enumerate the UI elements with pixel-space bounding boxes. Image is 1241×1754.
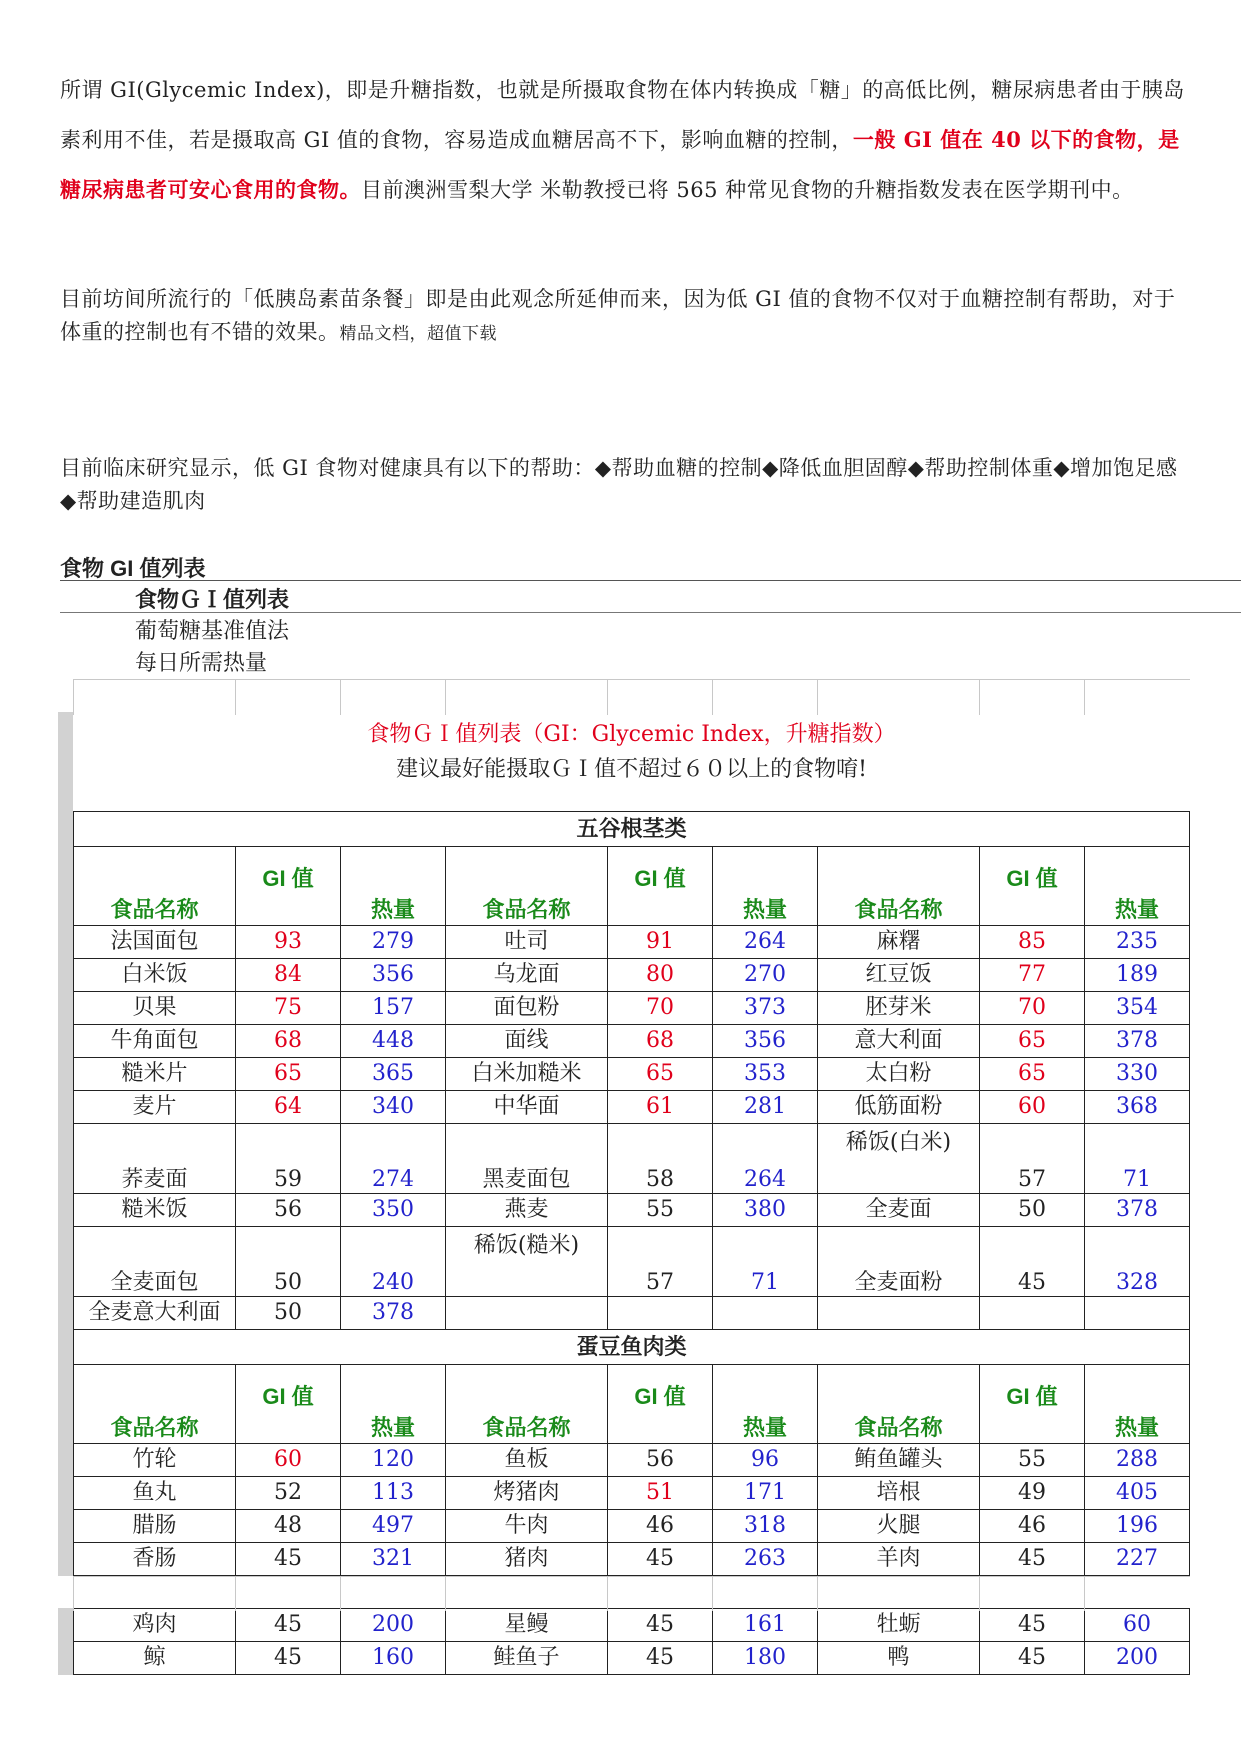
food-name-cell: 低筋面粉: [818, 1091, 980, 1124]
kcal-value-cell: 353: [713, 1058, 818, 1091]
table-row: [74, 1444, 1190, 1477]
kcal-value-cell: 263: [713, 1543, 818, 1576]
column-header-name: 食品名称: [74, 1365, 236, 1444]
kcal-value-cell: 157: [341, 992, 446, 1025]
table-row: [74, 992, 1190, 1025]
gi-value-cell: 49: [980, 1477, 1085, 1510]
food-name-cell: 燕麦: [446, 1194, 608, 1227]
empty-cell: [608, 680, 713, 716]
gi-value-cell: 52: [236, 1477, 341, 1510]
empty-cell: [1085, 680, 1190, 716]
food-name-cell: 腊肠: [74, 1510, 236, 1543]
kcal-value-cell: 330: [1085, 1058, 1190, 1091]
column-header-name: 食品名称: [446, 847, 608, 926]
food-name-cell: 法国面包: [74, 926, 236, 959]
kcal-value-cell: 120: [341, 1444, 446, 1477]
spreadsheet-header-block: [73, 679, 1190, 785]
gi-value-cell: 57: [980, 1124, 1085, 1194]
gi-value-cell: 46: [608, 1510, 713, 1543]
food-name-cell: 鸡肉: [74, 1609, 236, 1642]
table-row: [74, 926, 1190, 959]
table-row: [74, 1025, 1190, 1058]
kcal-value-cell: 448: [341, 1025, 446, 1058]
empty-cell: [818, 680, 980, 716]
kcal-value-cell: 161: [713, 1609, 818, 1642]
gi-value-cell: 61: [608, 1091, 713, 1124]
column-header-kcal: 热量: [713, 847, 818, 926]
empty-cell: [980, 1577, 1085, 1612]
food-name-cell: 鱼丸: [74, 1477, 236, 1510]
empty-cell: [980, 680, 1085, 716]
gi-value-cell: 77: [980, 959, 1085, 992]
food-name-cell: 白米加糙米: [446, 1058, 608, 1091]
kcal-value-cell: 354: [1085, 992, 1190, 1025]
kcal-value-cell: 321: [341, 1543, 446, 1576]
column-header-name: 食品名称: [818, 1365, 980, 1444]
table-row: [74, 1058, 1190, 1091]
food-name-cell: 火腿: [818, 1510, 980, 1543]
kcal-value-cell: 365: [341, 1058, 446, 1091]
food-name-cell: 乌龙面: [446, 959, 608, 992]
empty-cell: [341, 680, 446, 716]
gi-value-cell: 50: [980, 1194, 1085, 1227]
section-title: 五谷根茎类: [74, 812, 1190, 847]
section-title: 蛋豆鱼肉类: [74, 1330, 1190, 1365]
column-header-name: 食品名称: [818, 847, 980, 926]
gi-value-cell: 93: [236, 926, 341, 959]
gi-value-cell: 58: [608, 1124, 713, 1194]
empty-cell: [713, 1577, 818, 1612]
gi-value-cell: 45: [608, 1642, 713, 1675]
kcal-value-cell: 60: [1085, 1609, 1190, 1642]
kcal-value-cell: 113: [341, 1477, 446, 1510]
empty-cell: [608, 1577, 713, 1612]
gi-value-cell: 45: [980, 1227, 1085, 1297]
gi-value-cell: 45: [608, 1609, 713, 1642]
divider: [60, 580, 1241, 581]
food-name-cell: 稀饭(糙米): [446, 1227, 608, 1297]
kcal-value-cell: 279: [341, 926, 446, 959]
kcal-value-cell: 288: [1085, 1444, 1190, 1477]
food-name-cell: 全麦意大利面: [74, 1297, 236, 1330]
food-name-cell: 竹轮: [74, 1444, 236, 1477]
table-row: [74, 1477, 1190, 1510]
table-row: [74, 1543, 1190, 1576]
empty-cell: [236, 1577, 341, 1612]
row-header-bar: [58, 712, 73, 1576]
gi-value-cell: 48: [236, 1510, 341, 1543]
kcal-value-cell: 281: [713, 1091, 818, 1124]
table-row: [74, 1124, 1190, 1194]
kcal-value-cell: 497: [341, 1510, 446, 1543]
kcal-value-cell: 368: [1085, 1091, 1190, 1124]
kcal-value-cell: 378: [341, 1297, 446, 1330]
column-header-kcal: 热量: [341, 847, 446, 926]
kcal-value-cell: 160: [341, 1642, 446, 1675]
kcal-value-cell: 264: [713, 1124, 818, 1194]
gi-value-cell: 65: [980, 1025, 1085, 1058]
food-name-cell: 贝果: [74, 992, 236, 1025]
kcal-value-cell: 196: [1085, 1510, 1190, 1543]
food-name-cell: 吐司: [446, 926, 608, 959]
gi-value-cell: 60: [236, 1444, 341, 1477]
gi-value-cell: 56: [236, 1194, 341, 1227]
food-name-cell: 稀饭(白米): [818, 1124, 980, 1194]
food-name-cell: 鲔鱼罐头: [818, 1444, 980, 1477]
kcal-value-cell: 356: [713, 1025, 818, 1058]
empty-cell: [713, 680, 818, 716]
food-name-cell: 麻糬: [818, 926, 980, 959]
food-name-cell: [446, 1297, 608, 1330]
food-name-cell: 太白粉: [818, 1058, 980, 1091]
kcal-value-cell: 350: [341, 1194, 446, 1227]
gi-value-cell: 65: [980, 1058, 1085, 1091]
food-name-cell: 面线: [446, 1025, 608, 1058]
watermark-text: 精品文档，超值下载: [339, 324, 497, 344]
gi-table-continued: [73, 1608, 1190, 1675]
highlight-text: 一般 GI 值在 40 以下的食物，是糖尿病患者可安心食用的食物。: [60, 127, 1180, 202]
gi-value-cell: 70: [608, 992, 713, 1025]
food-name-cell: 糙米饭: [74, 1194, 236, 1227]
gi-value-cell: 59: [236, 1124, 341, 1194]
gi-value-cell: 60: [980, 1091, 1085, 1124]
gi-value-cell: 46: [980, 1510, 1085, 1543]
column-header-kcal: 热量: [1085, 1365, 1190, 1444]
food-name-cell: 鸭: [818, 1642, 980, 1675]
gi-value-cell: 65: [608, 1058, 713, 1091]
section-title-row: [74, 812, 1190, 847]
gi-value-cell: 75: [236, 992, 341, 1025]
intro-text: 目前坊间所流行的「低胰岛素苗条餐」即是由此观念所延伸而来，因为低 GI 值的食物不仅对于血糖控制有帮助，对于体重的控制也有不错的效果。: [60, 287, 1176, 344]
kcal-value-cell: 227: [1085, 1543, 1190, 1576]
food-name-cell: 荞麦面: [74, 1124, 236, 1194]
kcal-value-cell: 71: [1085, 1124, 1190, 1194]
intro-paragraph-1: [60, 66, 1190, 215]
column-header-gi: GI 值: [608, 847, 713, 926]
gi-value-cell: 45: [980, 1543, 1085, 1576]
column-header-gi: GI 值: [236, 847, 341, 926]
empty-cell: [236, 680, 341, 716]
food-name-cell: 羊肉: [818, 1543, 980, 1576]
kcal-value-cell: 270: [713, 959, 818, 992]
kcal-value-cell: 264: [713, 926, 818, 959]
table-row: [74, 1194, 1190, 1227]
table-advice: 建议最好能摄取ＧＩ值不超过６０以上的食物唷!: [396, 757, 867, 782]
kcal-value-cell: 180: [713, 1642, 818, 1675]
food-name-cell: 中华面: [446, 1091, 608, 1124]
empty-cell: [74, 1577, 236, 1612]
gi-value-cell: 68: [236, 1025, 341, 1058]
sheet-subline: 葡萄糖基准值法: [135, 619, 290, 644]
kcal-value-cell: 318: [713, 1510, 818, 1543]
kcal-value-cell: 171: [713, 1477, 818, 1510]
food-name-cell: 鲸: [74, 1642, 236, 1675]
gi-value-cell: [608, 1297, 713, 1330]
gi-value-cell: 45: [236, 1543, 341, 1576]
gi-value-cell: 45: [236, 1642, 341, 1675]
column-header-kcal: 热量: [1085, 847, 1190, 926]
kcal-value-cell: 356: [341, 959, 446, 992]
food-name-cell: 猪肉: [446, 1543, 608, 1576]
food-name-cell: 牛角面包: [74, 1025, 236, 1058]
sheet-title: 食物ＧＩ值列表: [135, 587, 290, 613]
column-header-gi: GI 值: [608, 1365, 713, 1444]
empty-cell: [74, 680, 236, 716]
gi-value-cell: [980, 1297, 1085, 1330]
gi-value-cell: 57: [608, 1227, 713, 1297]
gi-value-cell: 55: [608, 1194, 713, 1227]
gi-value-cell: 45: [608, 1543, 713, 1576]
gi-value-cell: 50: [236, 1297, 341, 1330]
kcal-value-cell: 235: [1085, 926, 1190, 959]
table-row: [74, 959, 1190, 992]
kcal-value-cell: 274: [341, 1124, 446, 1194]
table-row: [74, 1609, 1190, 1642]
kcal-value-cell: 200: [341, 1609, 446, 1642]
kcal-value-cell: [1085, 1297, 1190, 1330]
column-header-gi: GI 值: [980, 847, 1085, 926]
gi-value-cell: 65: [236, 1058, 341, 1091]
food-name-cell: 白米饭: [74, 959, 236, 992]
kcal-value-cell: 71: [713, 1227, 818, 1297]
table-row: [74, 1642, 1190, 1675]
gi-value-cell: 56: [608, 1444, 713, 1477]
food-name-cell: 星鳗: [446, 1609, 608, 1642]
food-name-cell: 鲑鱼子: [446, 1642, 608, 1675]
header-row: [74, 847, 1190, 926]
food-name-cell: [818, 1297, 980, 1330]
food-name-cell: 牡蛎: [818, 1609, 980, 1642]
gi-value-cell: 55: [980, 1444, 1085, 1477]
food-name-cell: 面包粉: [446, 992, 608, 1025]
gi-value-cell: 91: [608, 926, 713, 959]
sheet-subline: 每日所需热量: [135, 651, 268, 676]
intro-text: 目前澳洲雪梨大学 米勒教授已将 565 种常见食物的升糖指数发表在医学期刊中。: [361, 178, 1134, 202]
column-header-name: 食品名称: [446, 1365, 608, 1444]
empty-cell: [818, 1577, 980, 1612]
gi-value-cell: 64: [236, 1091, 341, 1124]
kcal-value-cell: 373: [713, 992, 818, 1025]
table-row: [74, 1227, 1190, 1297]
intro-text: 所谓 GI(Glycemic Index)，即是升糖指数，也就是所摄取食物在体内转换成「糖」的高低比例，糖尿病患者由于胰岛素利用不佳，若是摄取高 GI 值的食物，容易造成血糖居高不下，影响血糖的控制，: [60, 78, 1185, 152]
kcal-value-cell: 378: [1085, 1025, 1190, 1058]
food-name-cell: 黑麦面包: [446, 1124, 608, 1194]
gi-table: [73, 811, 1190, 1576]
empty-cell: [446, 1577, 608, 1612]
column-header-gi: GI 值: [236, 1365, 341, 1444]
header-row: [74, 1365, 1190, 1444]
kcal-value-cell: 189: [1085, 959, 1190, 992]
gi-value-cell: 68: [608, 1025, 713, 1058]
kcal-value-cell: [713, 1297, 818, 1330]
food-name-cell: 全麦面粉: [818, 1227, 980, 1297]
kcal-value-cell: 405: [1085, 1477, 1190, 1510]
row-header-bar: [58, 1608, 73, 1675]
food-name-cell: 烤猪肉: [446, 1477, 608, 1510]
column-header-kcal: 热量: [341, 1365, 446, 1444]
column-header-gi: GI 值: [980, 1365, 1085, 1444]
kcal-value-cell: 200: [1085, 1642, 1190, 1675]
kcal-value-cell: 380: [713, 1194, 818, 1227]
food-name-cell: 意大利面: [818, 1025, 980, 1058]
intro-paragraph-2: [60, 283, 1190, 351]
kcal-value-cell: 240: [341, 1227, 446, 1297]
food-name-cell: 胚芽米: [818, 992, 980, 1025]
gi-value-cell: 45: [980, 1609, 1085, 1642]
food-name-cell: 麦片: [74, 1091, 236, 1124]
intro-paragraph-3: 目前临床研究显示，低 GI 食物对健康具有以下的帮助：◆帮助血糖的控制◆降低血胆固醇◆帮助控制体重◆增加饱足感◆帮助建造肌肉: [60, 456, 1178, 513]
food-name-cell: 牛肉: [446, 1510, 608, 1543]
food-name-cell: 培根: [818, 1477, 980, 1510]
kcal-value-cell: 378: [1085, 1194, 1190, 1227]
kcal-value-cell: 96: [713, 1444, 818, 1477]
section-title-row: [74, 1330, 1190, 1365]
empty-cell: [341, 1577, 446, 1612]
empty-cell: [446, 680, 608, 716]
table-caption: 食物ＧＩ值列表（GI：Glycemic Index，升糖指数）: [367, 722, 896, 747]
kcal-value-cell: 328: [1085, 1227, 1190, 1297]
food-name-cell: 红豆饭: [818, 959, 980, 992]
gi-value-cell: 85: [980, 926, 1085, 959]
gi-value-cell: 84: [236, 959, 341, 992]
food-name-cell: 全麦面: [818, 1194, 980, 1227]
table-row: [74, 1297, 1190, 1330]
column-header-kcal: 热量: [713, 1365, 818, 1444]
gi-value-cell: 50: [236, 1227, 341, 1297]
gi-value-cell: 70: [980, 992, 1085, 1025]
gi-value-cell: 51: [608, 1477, 713, 1510]
food-name-cell: 鱼板: [446, 1444, 608, 1477]
table-row: [74, 1091, 1190, 1124]
section-title: 食物 GI 值列表: [60, 556, 206, 581]
spacer-grid: [73, 1576, 1190, 1611]
food-name-cell: 香肠: [74, 1543, 236, 1576]
food-name-cell: 全麦面包: [74, 1227, 236, 1297]
table-row: [74, 1510, 1190, 1543]
gi-value-cell: 80: [608, 959, 713, 992]
kcal-value-cell: 340: [341, 1091, 446, 1124]
gi-value-cell: 45: [980, 1642, 1085, 1675]
food-name-cell: 糙米片: [74, 1058, 236, 1091]
column-header-name: 食品名称: [74, 847, 236, 926]
empty-cell: [1085, 1577, 1190, 1612]
gi-value-cell: 45: [236, 1609, 341, 1642]
divider: [60, 612, 1241, 613]
